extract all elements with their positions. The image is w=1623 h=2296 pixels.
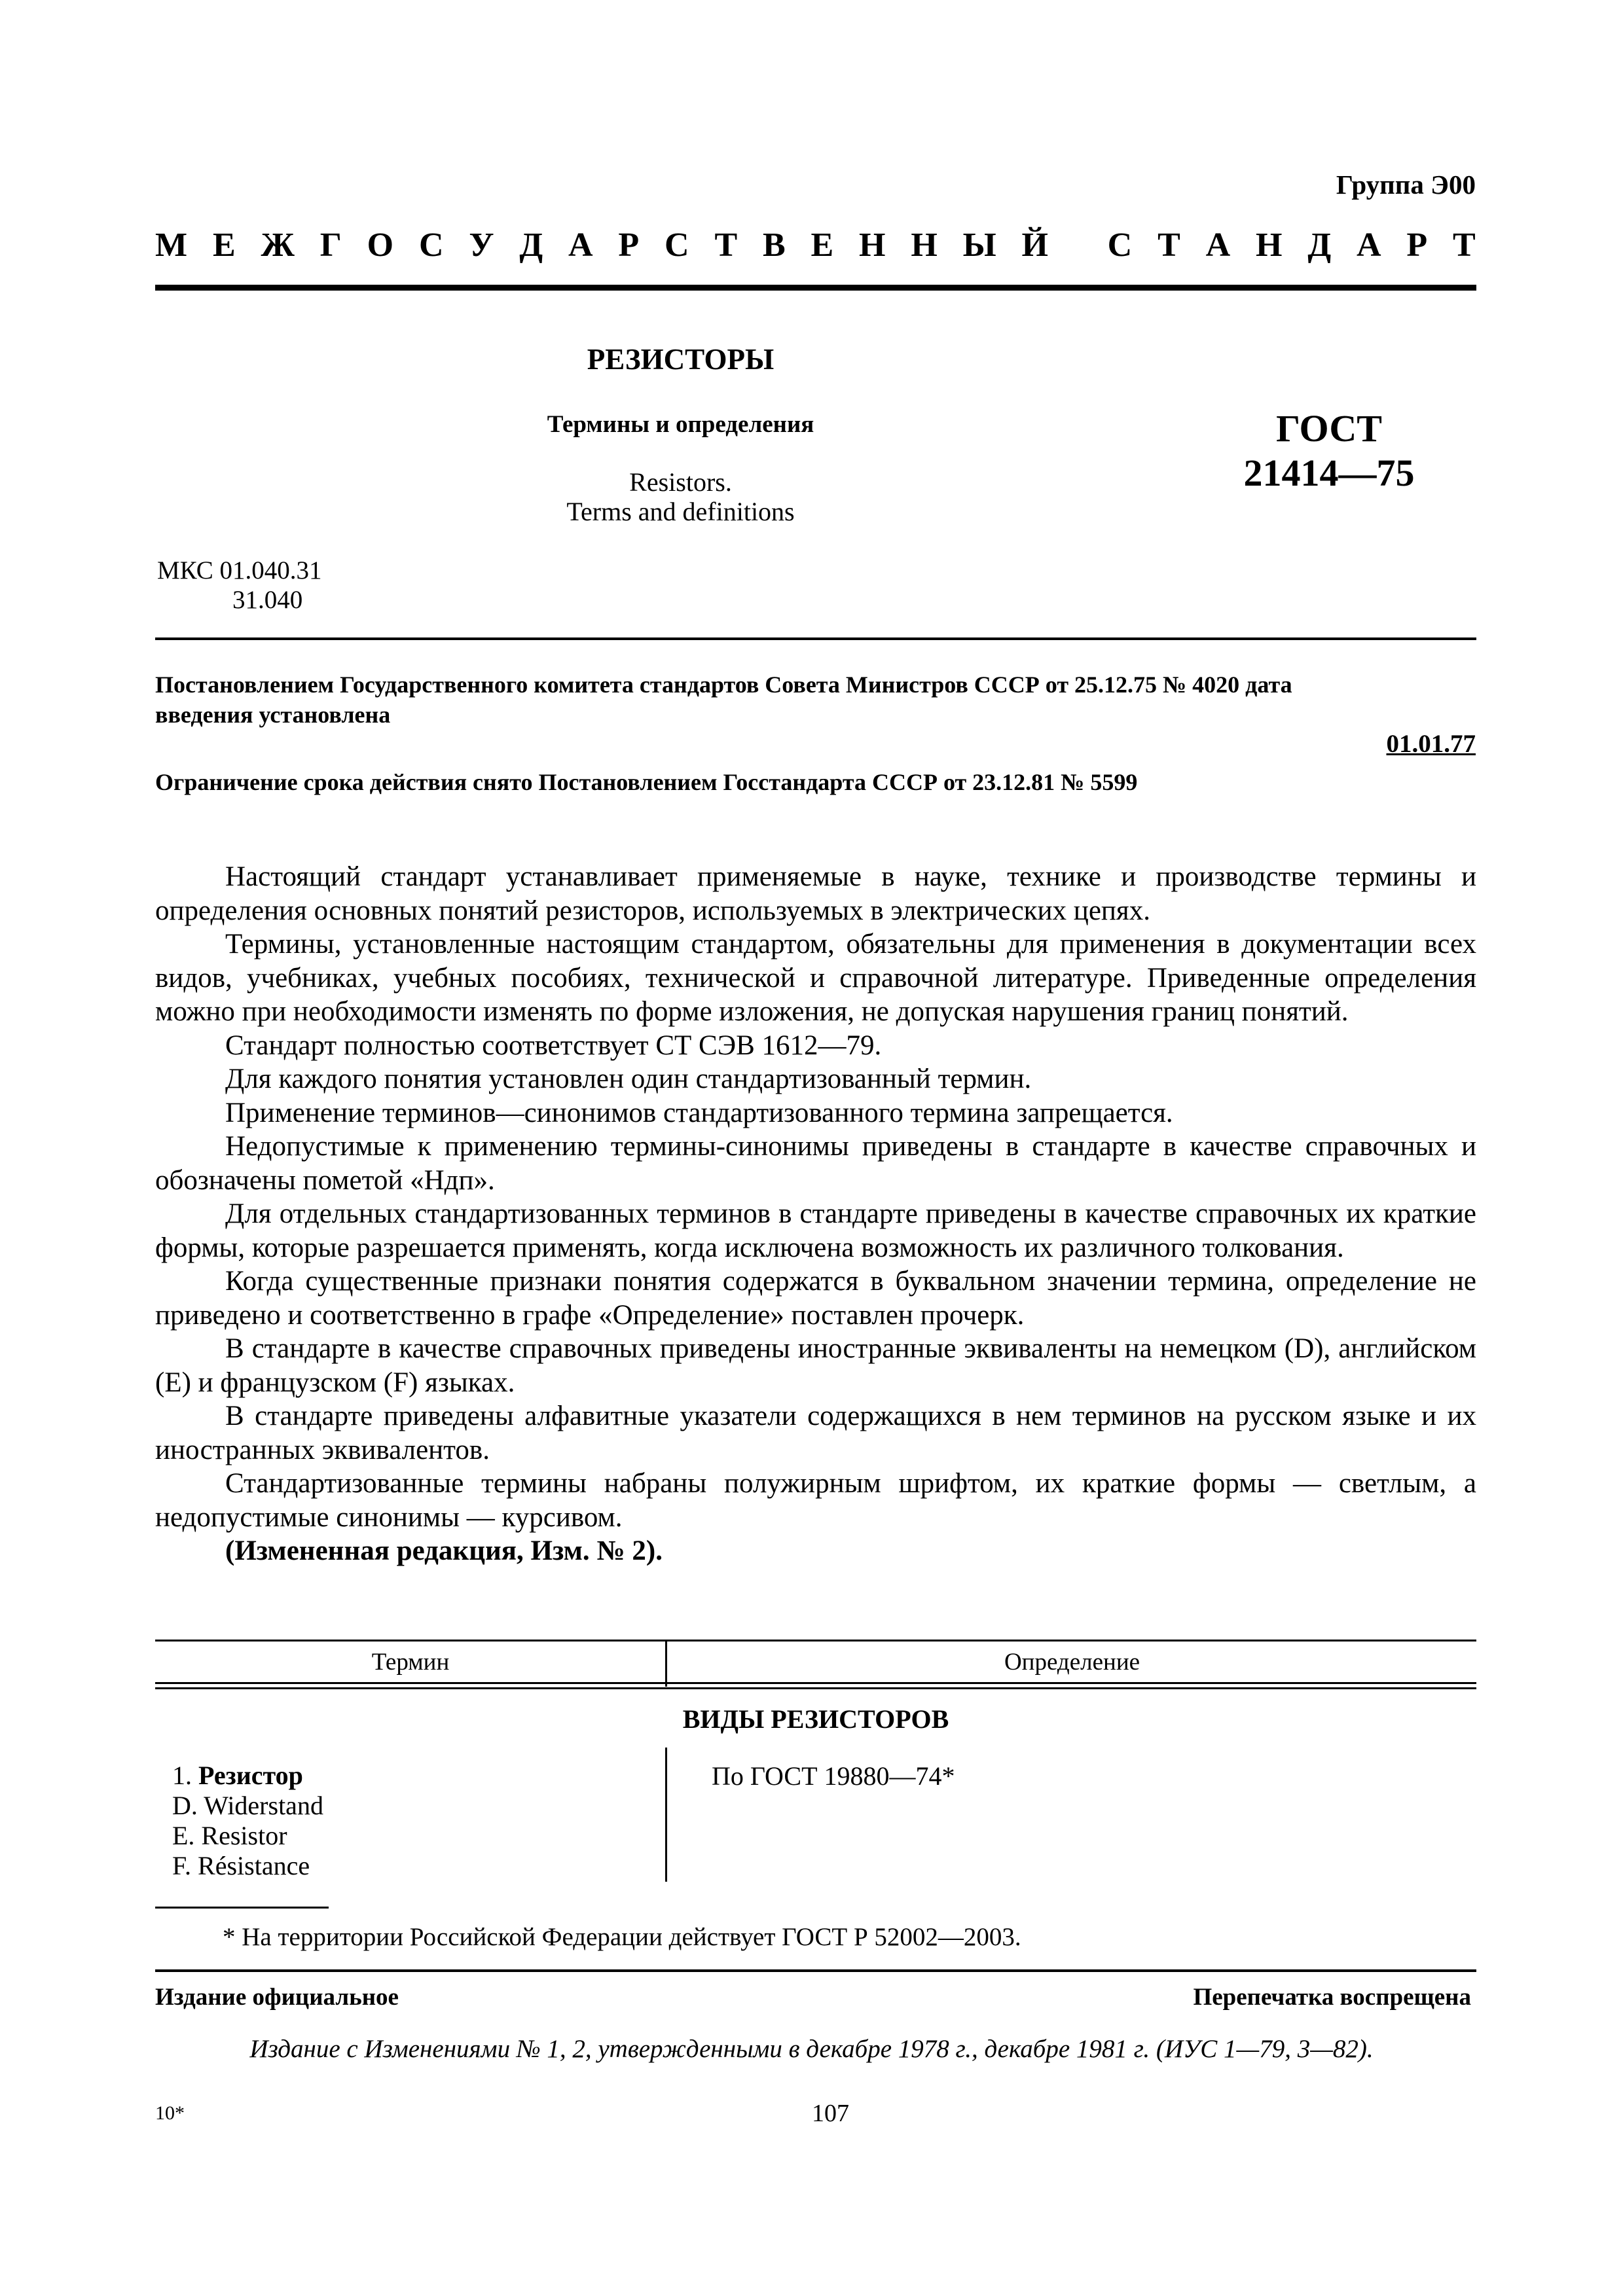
paragraph: Применение терминов—синонимов стандартизованного термина запрещается. xyxy=(225,1097,1173,1128)
heading-letter: С xyxy=(665,226,689,264)
paragraph: Недопустимые к применению термины-синонимы приведены в стандарте в качестве справочных и обозначены пометой «Ндп». xyxy=(155,1131,1476,1196)
gost-label: ГОСТ xyxy=(1276,407,1382,450)
introduction-date: 01.01.77 xyxy=(1386,730,1476,758)
heading-letter: Й xyxy=(1021,226,1048,264)
heading-letter: А xyxy=(1205,226,1231,264)
column-header-definition: Определение xyxy=(1004,1649,1140,1676)
interstate-standard-heading xyxy=(155,226,1476,264)
paragraph: Для каждого понятия установлен один стандартизованный термин. xyxy=(225,1064,1032,1094)
amendment-note: (Измененная редакция, Изм. № 2). xyxy=(225,1535,663,1566)
official-edition-label: Издание официальное xyxy=(155,1984,399,2011)
heading-letter: Е xyxy=(811,226,834,264)
term-english: E. Resistor xyxy=(172,1821,287,1850)
footnote-rule xyxy=(155,1907,329,1909)
footer-rule xyxy=(155,1969,1476,1972)
introduction-text xyxy=(155,860,1476,1568)
heading-letter: М xyxy=(155,226,188,264)
edition-note: Издание с Изменениями № 1, 2, утвержденными в декабре 1978 г., декабре 1981 г. (ИУС 1—79, 3—82). xyxy=(249,2035,1374,2063)
title-rule xyxy=(155,637,1476,640)
heading-letter: О xyxy=(367,226,394,264)
heading-letter: Г xyxy=(319,226,342,264)
heading-letter: С xyxy=(1107,226,1133,264)
term-german: D. Widerstand xyxy=(172,1791,323,1820)
paragraph: В стандарте приведены алфавитные указатели содержащихся в нем терминов на русском языке и их иностранных эквивалентов. xyxy=(155,1401,1476,1465)
term-number: 1. xyxy=(172,1761,192,1790)
heading-letter: Н xyxy=(859,226,886,264)
paragraph: Термины, установленные настоящим стандартом, обязательны для применения в документации всех видов, учебниках, учебных пособиях, технической и справочной литературе. Приведенные определения можно при необходимости изменять по форме изложения, не допуская нарушения границ понятий. xyxy=(155,929,1476,1027)
heading-letter: У xyxy=(469,226,494,264)
table-header-rule-1 xyxy=(155,1682,1476,1684)
header-thick-rule xyxy=(155,285,1476,291)
paragraph: Настоящий стандарт устанавливает применяемые в науке, технике и производстве термины и определения основных понятий резисторов, используемых в электрических цепях. xyxy=(155,861,1476,926)
heading-letter: С xyxy=(418,226,444,264)
page-number: 107 xyxy=(812,2100,849,2127)
heading-letter: Т xyxy=(1452,226,1476,264)
paragraph: Для отдельных стандартизованных терминов в стандарте приведены в качестве справочных их краткие формы, которые разрешается применять, когда исключена возможность их различного толкования. xyxy=(155,1198,1476,1263)
sheet-mark: 10* xyxy=(155,2102,185,2124)
footnote: * На территории Российской Федерации действует ГОСТ Р 52002—2003. xyxy=(223,1923,1021,1951)
heading-letter: Е xyxy=(212,226,236,264)
mks-code-2: 31.040 xyxy=(232,586,303,614)
english-title-line-2: Terms and definitions xyxy=(566,497,795,526)
table-top-rule xyxy=(155,1640,1476,1641)
heading-letter: В xyxy=(762,226,786,264)
heading-letter: Т xyxy=(714,226,738,264)
heading-letter: Р xyxy=(1406,226,1428,264)
document-subtitle: Термины и определения xyxy=(547,411,814,438)
paragraph: Стандартизованные термины набраны полужирным шрифтом, их краткие формы — светлым, а недопустимые синонимы — курсивом. xyxy=(155,1468,1476,1533)
heading-letter: Ы xyxy=(962,226,996,264)
heading-letter: Д xyxy=(519,226,543,264)
body-column-divider xyxy=(665,1748,667,1882)
term-definition: По ГОСТ 19880—74* xyxy=(712,1761,955,1791)
english-title-line-1: Resistors. xyxy=(629,467,732,497)
term-entry xyxy=(172,1761,323,1881)
heading-letter: Р xyxy=(618,226,640,264)
group-label: Группа Э00 xyxy=(1336,170,1476,200)
mks-code-1: МКС 01.040.31 xyxy=(157,556,322,584)
heading-letter: Т xyxy=(1158,226,1180,264)
table-header-rule-2 xyxy=(155,1687,1476,1689)
decree-text-1: Постановлением Государственного комитета стандартов Совета Министров СССР от 25.12.75 № 4020 дата xyxy=(155,672,1292,698)
term-french: F. Résistance xyxy=(172,1851,310,1880)
heading-letter: Ж xyxy=(261,226,295,264)
gost-designation xyxy=(1198,406,1460,495)
reprint-prohibited-label: Перепечатка воспрещена xyxy=(1193,1984,1471,2011)
heading-letter: Н xyxy=(1256,226,1283,264)
section-heading: ВИДЫ РЕЗИСТОРОВ xyxy=(682,1704,949,1734)
heading-letter: А xyxy=(1356,226,1381,264)
heading-letter xyxy=(1074,226,1082,264)
limit-removed-text: Ограничение срока действия снято Постановлением Госстандарта СССР от 23.12.81 № 5599 xyxy=(155,769,1138,795)
decree-text-2: введения установлена xyxy=(155,702,391,728)
column-header-term: Термин xyxy=(371,1649,450,1676)
heading-letter: Д xyxy=(1307,226,1332,264)
heading-letter: А xyxy=(568,226,593,264)
document-title: РЕЗИСТОРЫ xyxy=(587,343,775,376)
paragraph: Когда существенные признаки понятия содержатся в буквальном значении термина, определение не приведено и соответственно в графе «Определение» поставлен прочерк. xyxy=(155,1266,1476,1331)
term-name: Резистор xyxy=(198,1761,303,1790)
header-column-divider xyxy=(665,1640,667,1687)
paragraph: Стандарт полностью соответствует СТ СЭВ 1612—79. xyxy=(225,1030,882,1061)
gost-number: 21414—75 xyxy=(1243,452,1415,494)
heading-letter: Н xyxy=(911,226,938,264)
paragraph: В стандарте в качестве справочных приведены иностранные эквиваленты на немецком (D), английском (E) и французском (F) языках. xyxy=(155,1333,1476,1398)
term-line xyxy=(172,1761,323,1791)
